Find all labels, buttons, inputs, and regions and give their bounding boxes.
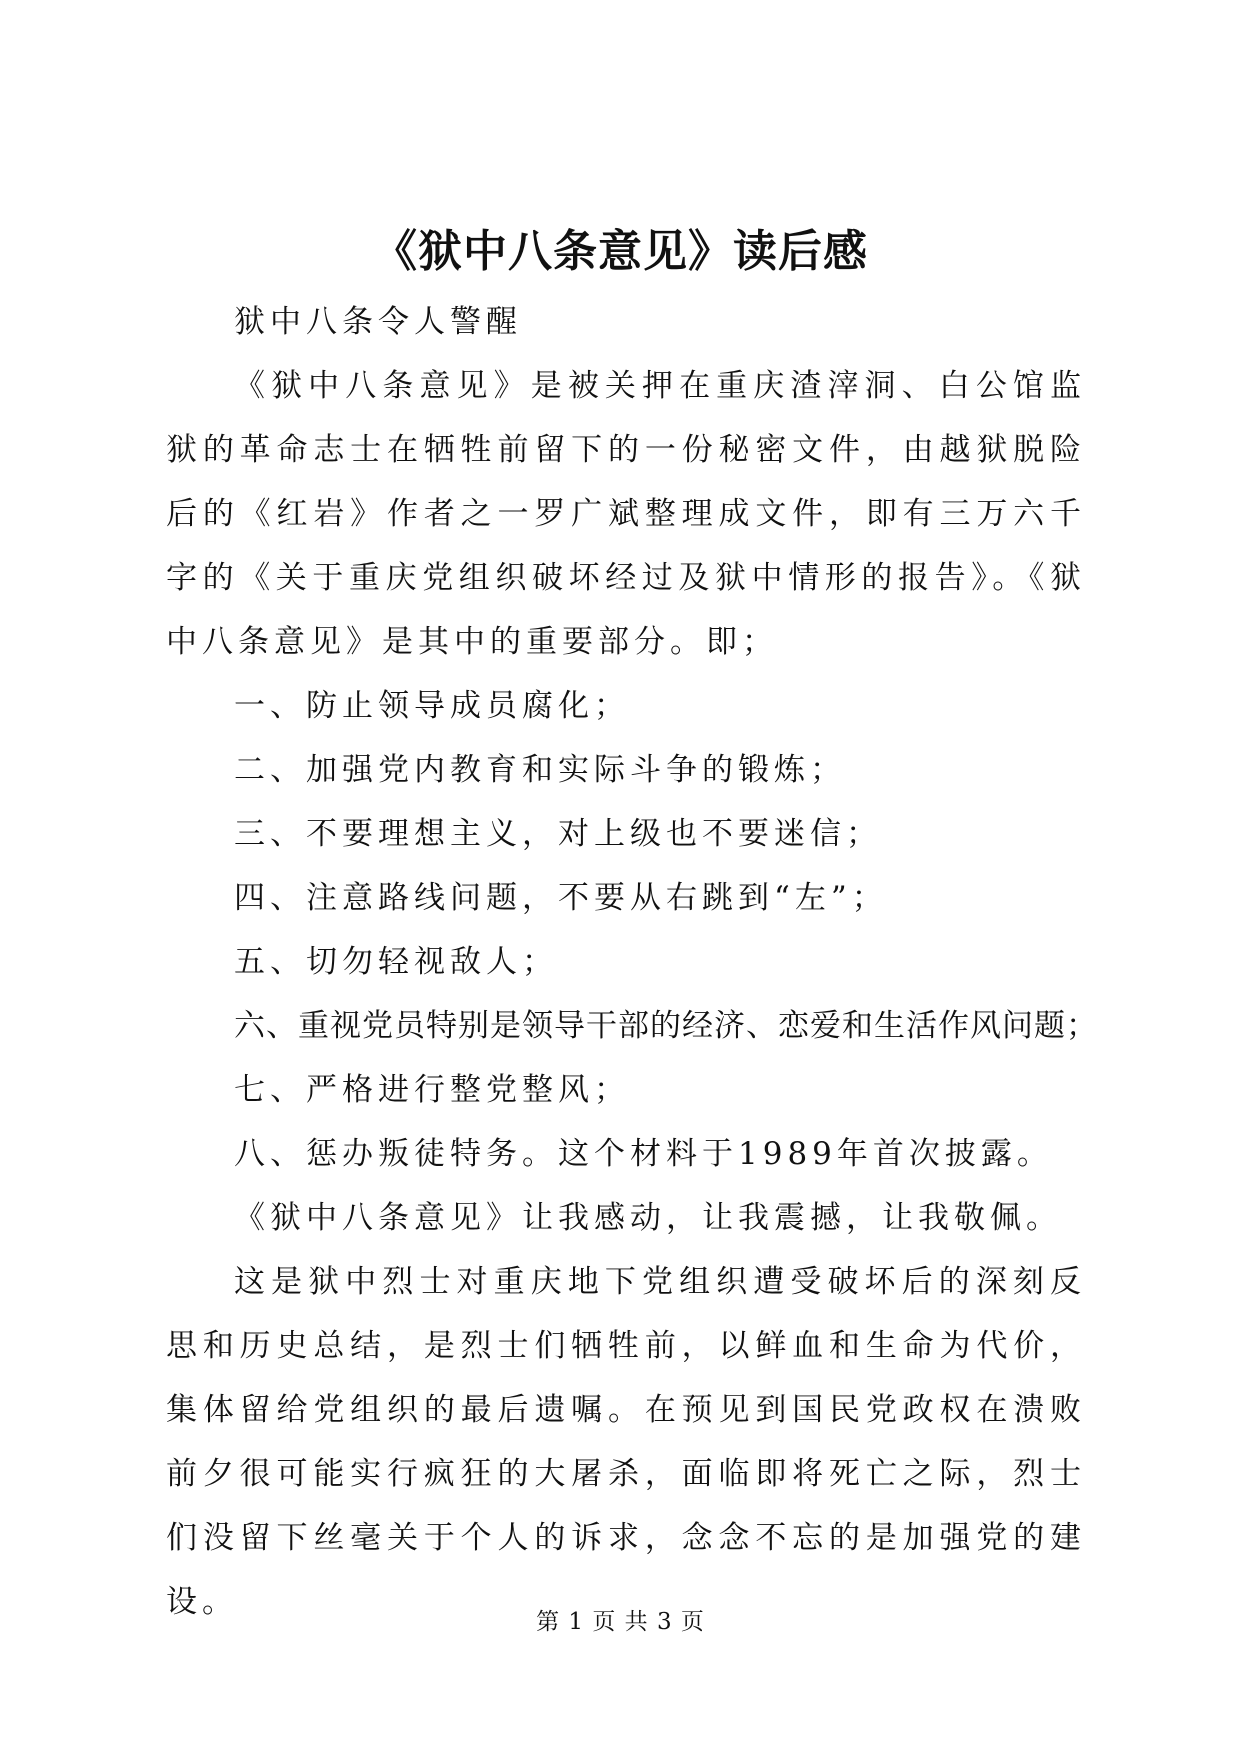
list-item-3: 三、不要理想主义，对上级也不要迷信；	[234, 816, 882, 852]
intro-paragraph: 《狱中八条意见》是被关押在重庆渣滓洞、白公馆监狱的革命志士在牺牲前留下的一份秘密文件，由越狱脱险后的《红岩》作者之一罗广斌整理成文件，即有三万六千字的《关于重庆党组织破坏经过及狱中情形的报告》。《狱中八条意见》是其中的重要部分。即；	[166, 368, 1086, 660]
subtitle-line: 狱中八条令人警醒	[234, 304, 522, 340]
feeling-paragraph: 《狱中八条意见》让我感动，让我震撼，让我敬佩。	[234, 1200, 1062, 1236]
document-title: 《狱中八条意见》读后感	[373, 226, 868, 277]
list-item-7: 七、严格进行整党整风；	[234, 1072, 630, 1108]
reflection-paragraph: 这是狱中烈士对重庆地下党组织遭受破坏后的深刻反思和历史总结，是烈士们牺牲前，以鲜血和生命为代价，集体留给党组织的最后遗嘱。在预见到国民党政权在溃败前夕很可能实行疯狂的大屠杀，面临即将死亡之际，烈士们没留下丝毫关于个人的诉求，念念不忘的是加强党的建设。	[166, 1264, 1086, 1620]
list-item-1: 一、防止领导成员腐化；	[234, 688, 630, 724]
list-item-2: 二、加强党内教育和实际斗争的锻炼；	[234, 752, 846, 788]
list-item-8: 八、惩办叛徒特务。这个材料于1989年首次披露。	[234, 1136, 1053, 1172]
list-item-4: 四、注意路线问题，不要从右跳到“左”；	[234, 880, 888, 916]
document-body	[166, 290, 1098, 1634]
page-footer: 第 1 页 共 3 页	[536, 1609, 705, 1635]
list-item-6: 六、重视党员特别是领导干部的经济、恋爱和生活作风问题；	[234, 1008, 1098, 1044]
list-item-5: 五、切勿轻视敌人；	[234, 944, 558, 980]
